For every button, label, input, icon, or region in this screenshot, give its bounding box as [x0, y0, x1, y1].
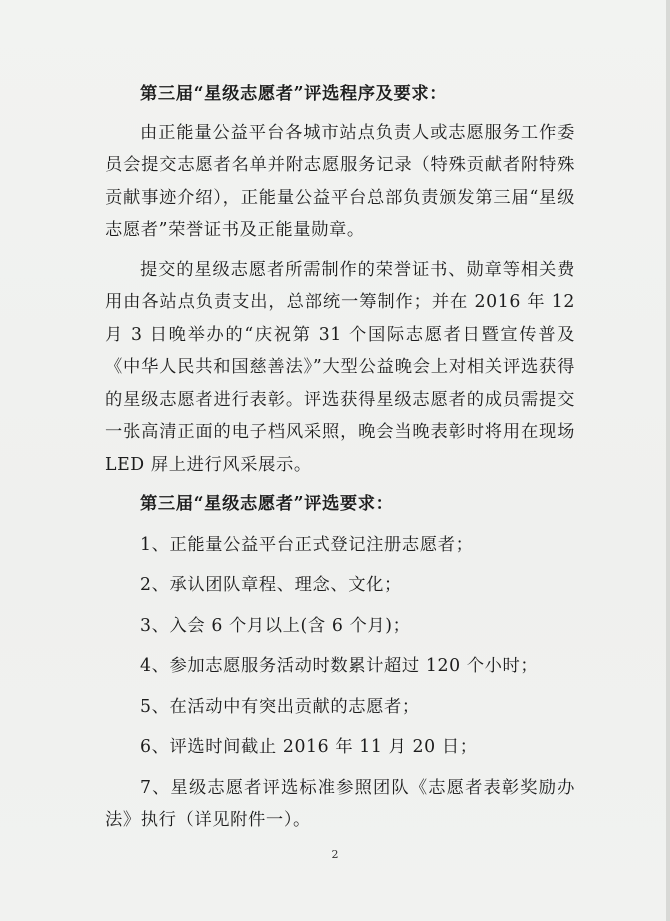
list-item: 2、承认团队章程、理念、文化； — [140, 575, 402, 595]
paragraph-submission: 由正能量公益平台各城市站点负责人或志愿服务工作委员会提交志愿者名单并附志愿服务记录（特殊贡献者附特殊贡献事迹介绍），正能量公益平台总部负责颁发第三届“星级志愿者”荣誉证书及正能量勋章。 — [105, 122, 575, 240]
requirements-list — [105, 529, 575, 837]
list-item: 3、入会 6 个月以上(含 6 个月)； — [140, 615, 411, 636]
list-item: 7、星级志愿者评选标准参照团队《志愿者表彰奖励办法》执行（详见附件一）。 — [105, 777, 575, 830]
section-heading-requirements: 第三届“星级志愿者”评选要求： — [140, 494, 394, 514]
document-body — [105, 78, 575, 837]
list-item: 4、参加志愿服务活动时数累计超过 120 个小时； — [140, 656, 539, 676]
list-item: 1、正能量公益平台正式登记注册志愿者； — [140, 534, 474, 555]
section-heading-procedure: 第三届“星级志愿者”评选程序及要求： — [140, 84, 448, 104]
paragraph-costs-ceremony: 提交的星级志愿者所需制作的荣誉证书、勋章等相关费用由各站点负责支出，总部统一筹制作；并在 2016 年 12 月 3 日晚举办的“庆祝第 31 个国际志愿者日暨宣传普及《中华人民共和国慈善法》”大型公益晚会上对相关评选获得的星级志愿者进行表彰。评选获得星级志愿者的成员需提交一张高清正面的电子档风采照，晚会当晚表彰时将用在现场 LED 屏上进行风采展示。 — [105, 259, 575, 475]
page-number: 2 — [331, 848, 339, 861]
list-item: 5、在活动中有突出贡献的志愿者； — [140, 696, 420, 717]
list-item: 6、评选时间截止 2016 年 11 月 20 日； — [140, 737, 478, 757]
